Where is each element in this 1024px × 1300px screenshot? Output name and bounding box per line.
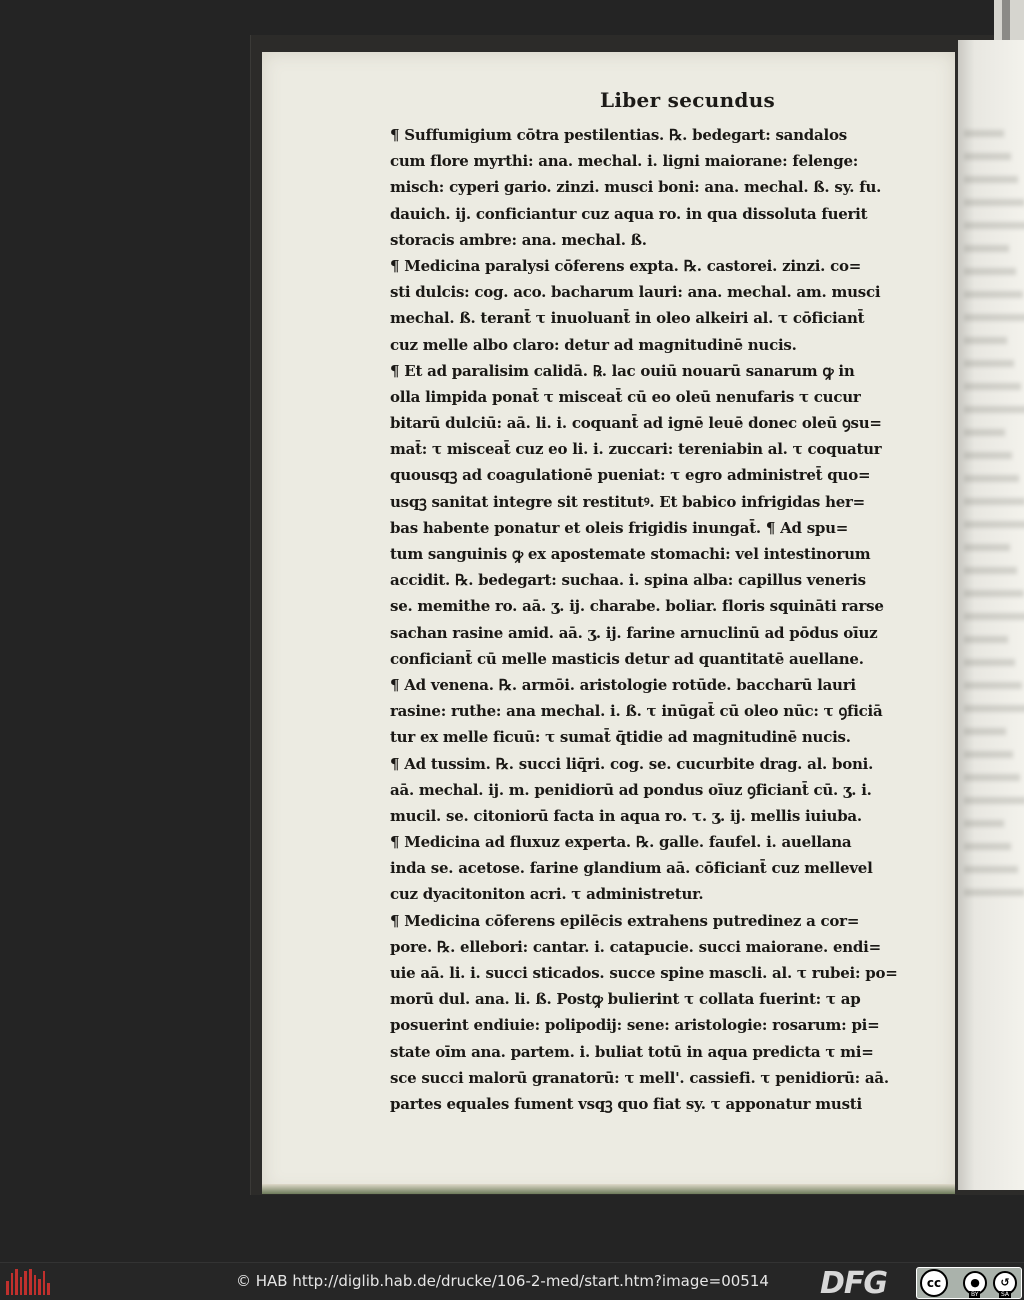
facing-line (964, 843, 1011, 850)
license-badge[interactable] (916, 1267, 1022, 1299)
text-block (390, 122, 938, 1117)
hab-logo-bar (6, 1281, 9, 1295)
text-line: mat̄: τ misceat̄ cuz eo li. i. zuccari: tereniabin al. τ coquatur (390, 440, 882, 459)
text-line: ¶ Et ad paralisim calidā. ℞. lac ouiū nouarū sanarum ꝙ in (390, 361, 855, 380)
facing-line (964, 636, 1008, 643)
facing-line (964, 682, 1022, 689)
text-line: partes equales fument vsqꝫ quo fiat sy. τ apponatur musti (390, 1094, 862, 1113)
text-line: inda se. acetose. farine glandium aā. cōficiant̄ cuz mellevel (390, 859, 873, 878)
text-line: aā. mechal. ij. m. penidiorū ad pondus oīuz ꝯficiant̄ cū. ʒ. i. (390, 780, 872, 799)
sa-icon: ↺ (993, 1271, 1017, 1295)
text-line: misch: cyperi gario. zinzi. musci boni: ana. mechal. ß. sy. fu. (390, 178, 882, 197)
facing-line (964, 889, 1024, 896)
source-credit-link[interactable]: © HAB http://diglib.hab.de/drucke/106-2-med/start.htm?image=00514 (236, 1272, 769, 1290)
hab-logo-bar (47, 1283, 50, 1295)
text-line: cuz melle albo claro: detur ad magnitudinē nucis. (390, 335, 797, 354)
facing-line (964, 222, 1024, 229)
by-icon: ● (963, 1271, 987, 1295)
facing-line (964, 866, 1018, 873)
facing-line (964, 521, 1024, 528)
hab-logo-bar (38, 1279, 41, 1295)
facing-line (964, 406, 1024, 413)
hab-logo-bar (11, 1273, 14, 1295)
facing-line (964, 291, 1023, 298)
facing-line (964, 429, 1005, 436)
facing-line (964, 820, 1004, 827)
facing-line (964, 452, 1012, 459)
text-line: usqꝫ sanitat integre sit restitutꝰ. Et babico infrigidas her= (390, 492, 866, 511)
hab-logo-bar (24, 1271, 27, 1295)
text-line: cum flore myrthi: ana. mechal. i. ligni maiorane: felenge: (390, 152, 859, 171)
cc-icon: cc (920, 1269, 948, 1297)
text-line: cuz dyacitoniton acri. τ administretur. (390, 885, 704, 904)
facing-page-edge (958, 40, 1024, 1190)
text-line: uie aā. li. i. succi sticados. succe spine mascli. al. τ rubei: po= (390, 964, 898, 982)
text-line: ¶ Medicina ad fluxuz experta. ℞. galle. faufel. i. auellana (390, 833, 852, 852)
facing-line (964, 383, 1021, 390)
facing-page-text-bleed (964, 130, 1024, 912)
text-line: ¶ Ad venena. ℞. armōi. aristologie rotūde. baccharū lauri (390, 675, 856, 694)
facing-line (964, 659, 1015, 666)
hab-logo-bar (29, 1269, 32, 1295)
text-line: mucil. se. citoniorū facta in aqua ro. τ. ʒ. ij. mellis iuiuba. (390, 806, 862, 825)
text-line: morū dul. ana. li. ß. Postꝙ bulierint τ collata fuerint: τ ap (390, 990, 861, 1009)
facing-line (964, 751, 1013, 758)
facing-line (964, 475, 1019, 482)
facing-line (964, 153, 1011, 160)
text-line: storacis ambre: ana. mechal. ß. (390, 230, 647, 249)
running-head: Liber secundus (600, 88, 776, 112)
text-line: quousqꝫ ad coagulationē pueniat: τ egro administret̄ quo= (390, 466, 871, 485)
facing-line (964, 337, 1007, 344)
facing-line (964, 613, 1024, 620)
text-line: ¶ Ad tussim. ℞. succi liq̄ri. cog. se. cucurbite drag. al. boni. (390, 754, 874, 773)
sa-label: SA (1001, 1291, 1010, 1298)
text-line: se. memithe ro. aā. ʒ. ij. charabe. boliar. floris squināti rarse (390, 597, 884, 616)
hab-logo-icon[interactable] (6, 1269, 50, 1295)
text-line: tum sanguinis ꝙ ex apostemate stomachi: vel intestinorum (390, 545, 871, 563)
text-line: state oīm ana. partem. i. buliat totū in aqua predicta τ mi= (390, 1042, 874, 1061)
text-line: sachan rasine amid. aā. ʒ. ij. farine arnuclinū ad pōdus oīuz (390, 623, 878, 642)
facing-line (964, 199, 1024, 206)
text-line: bas habente ponatur et oleis frigidis inungat̄. ¶ Ad spu= (390, 518, 849, 537)
text-line: sce succi malorū granatorū: τ mell'. cassiefi. τ penidiorū: aā. (390, 1068, 889, 1087)
facing-line (964, 728, 1006, 735)
text-line: pore. ℞. ellebori: cantar. i. catapucie. succi maiorane. endi= (390, 937, 881, 956)
facing-line (964, 314, 1024, 321)
text-line: mechal. ß. terant̄ τ inuoluant̄ in oleo alkeiri al. τ cōficiant̄ (390, 309, 865, 328)
text-line: bitarū dulciū: aā. li. i. coquant̄ ad ignē leuē donec oleū ꝯsu= (390, 414, 882, 433)
facing-line (964, 360, 1014, 367)
facing-line (964, 176, 1018, 183)
facing-line (964, 498, 1024, 505)
text-line: accidit. ℞. bedegart: suchaa. i. spina alba: capillus veneris (390, 571, 866, 590)
facing-line (964, 797, 1024, 804)
hab-logo-bar (34, 1275, 37, 1295)
text-line: dauich. ij. conficiantur cuz aqua ro. in qua dissoluta fuerit (390, 204, 868, 223)
page-clip (994, 0, 1024, 40)
hab-logo-bar (15, 1269, 18, 1295)
text-line: ¶ Suffumigium cōtra pestilentias. ℞. bedegart: sandalos (390, 126, 847, 144)
by-label: BY (971, 1291, 979, 1298)
text-line: sti dulcis: cog. aco. bacharum lauri: ana. mechal. am. musci (390, 283, 881, 302)
facing-line (964, 705, 1024, 712)
facing-line (964, 590, 1024, 597)
hab-logo-bar (43, 1271, 46, 1295)
text-line: posuerint endiuie: polipodij: sene: aristologie: rosarum: pi= (390, 1016, 880, 1035)
text-line: ¶ Medicina cōferens epilēcis extrahens putredinez a cor= (390, 911, 860, 930)
dfg-logo[interactable]: DFG (820, 1266, 888, 1300)
facing-line (964, 130, 1004, 137)
facing-line (964, 774, 1020, 781)
footer-bar (0, 1262, 1024, 1300)
hab-logo-bar (20, 1277, 23, 1295)
facing-line (964, 268, 1016, 275)
facing-line (964, 567, 1017, 574)
facing-line (964, 245, 1009, 252)
text-line: rasine: ruthe: ana mechal. i. ß. τ inūgat̄ cū oleo nūc: τ ꝯficiā (390, 702, 883, 721)
text-line: olla limpida ponat̄ τ misceat̄ cū eo oleū nenufaris τ cucur (390, 387, 861, 406)
text-line: tur ex melle ficuū: τ sumat̄ q̄tidie ad magnitudinē nucis. (390, 728, 851, 747)
facing-line (964, 544, 1010, 551)
text-line: ¶ Medicina paralysi cōferens expta. ℞. castorei. zinzi. co= (390, 256, 862, 275)
page-edge (262, 1184, 955, 1194)
text-line: conficiant̄ cū melle masticis detur ad quantitatē auellane. (390, 649, 864, 668)
